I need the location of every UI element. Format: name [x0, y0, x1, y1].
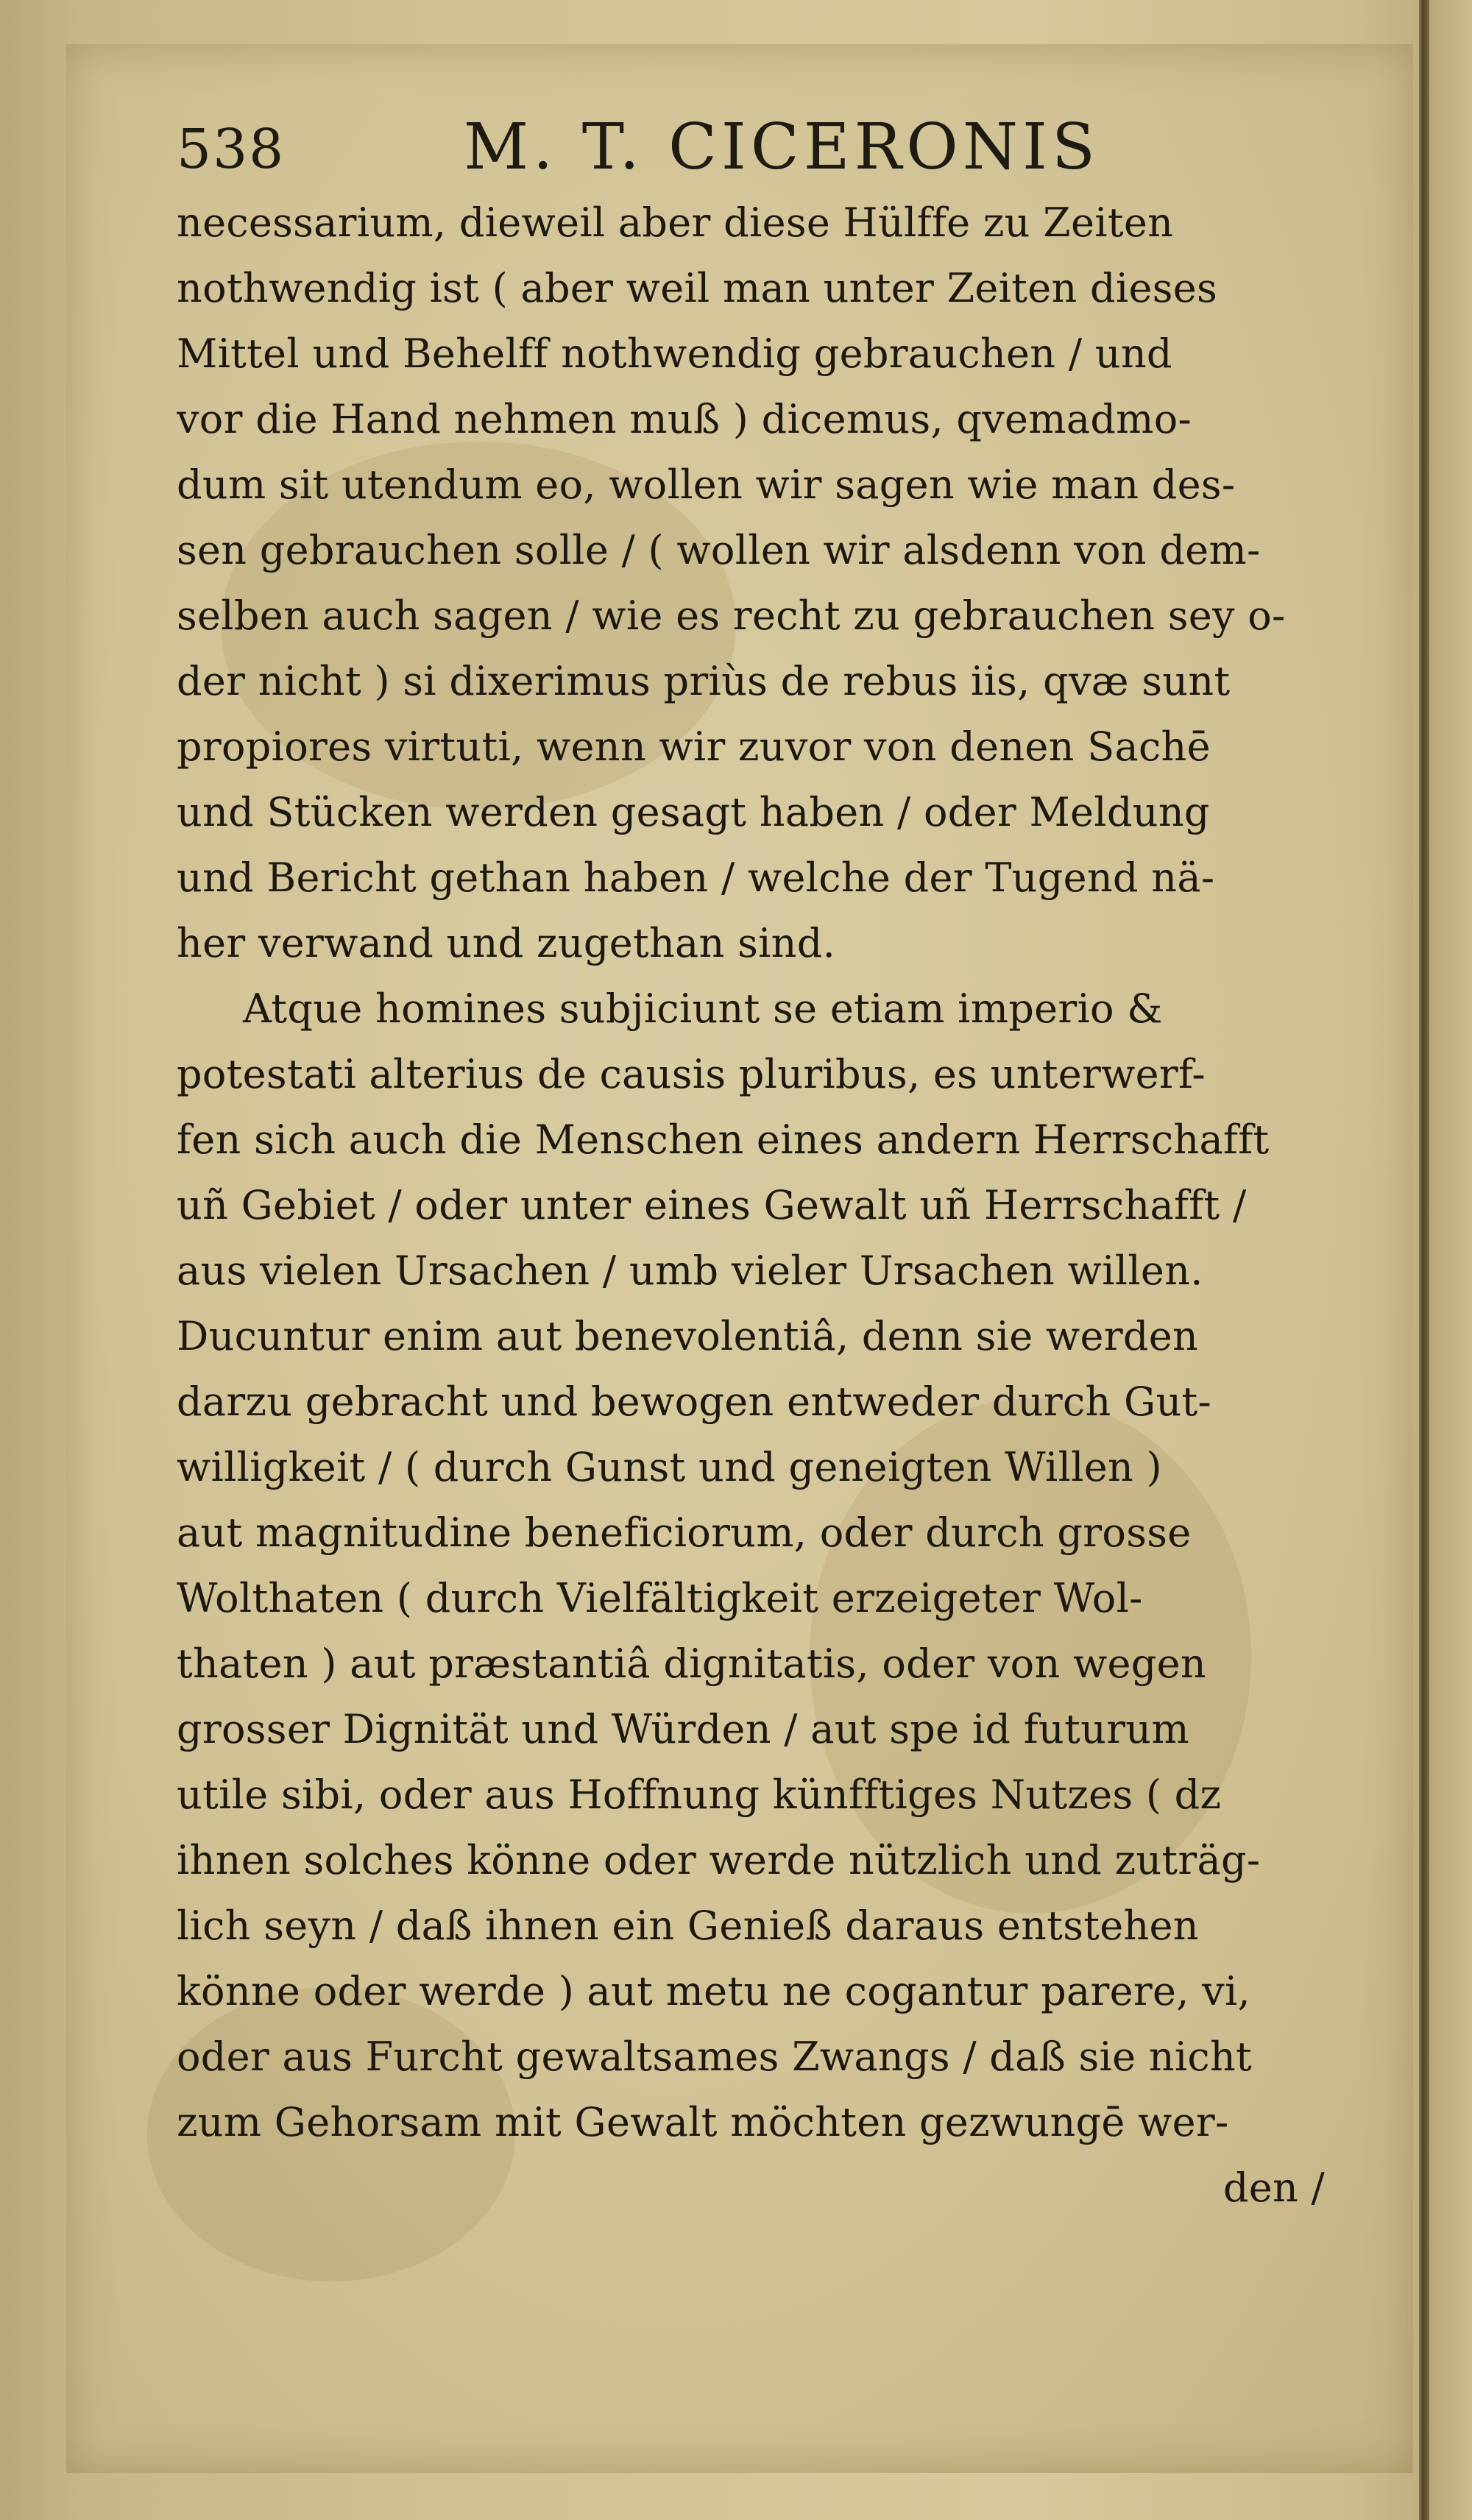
running-title: M. T. CICERONIS — [464, 110, 1100, 184]
text-line: lich seyn / daß ihnen ein Genieß daraus entstehen — [177, 1903, 1199, 1949]
text-line: aut magnitudine beneficiorum, oder durch grosse — [177, 1509, 1192, 1556]
text-line: aus vielen Ursachen / umb vieler Ursachen willen. — [177, 1247, 1203, 1294]
text-line: darzu gebracht und bewogen entweder durch Gut- — [177, 1378, 1212, 1425]
text-line: necessarium, dieweil aber diese Hülffe zu Zeiten — [177, 199, 1174, 246]
catchword: den / — [1222, 2165, 1325, 2211]
text-line: propiores virtuti, wenn wir zuvor von denen Sachē — [177, 723, 1211, 770]
page-number: 538 — [177, 118, 286, 181]
facing-page-edge — [1429, 0, 1472, 2520]
text-line: grosser Dignität und Würden / aut spe id futurum — [177, 1706, 1189, 1752]
book-binding-gutter — [1419, 0, 1429, 2520]
text-line: her verwand und zugethan sind. — [177, 920, 836, 966]
text-line: und Bericht gethan haben / welche der Tugend nä- — [177, 854, 1215, 901]
text-line: selben auch sagen / wie es recht zu gebrauchen sey o- — [177, 592, 1286, 639]
text-line: Ducuntur enim aut benevolentiâ, denn sie werden — [177, 1313, 1199, 1359]
page-header — [177, 110, 1281, 191]
text-line: der nicht ) si dixerimus priùs de rebus iis, qvæ sunt — [177, 658, 1231, 704]
text-line: vor die Hand nehmen muß ) dicemus, qvemadmo- — [177, 396, 1192, 442]
text-line: willigkeit / ( durch Gunst und geneigten Willen ) — [177, 1444, 1162, 1490]
text-line: thaten ) aut præstantiâ dignitatis, oder von wegen — [177, 1641, 1207, 1687]
text-line: könne oder werde ) aut metu ne cogantur parere, vi, — [177, 1968, 1251, 2014]
text-line: zum Gehorsam mit Gewalt möchten gezwungē wer- — [177, 2099, 1229, 2145]
text-line: Wolthaten ( durch Vielfältigkeit erzeigeter Wol- — [177, 1575, 1143, 1621]
text-line: oder aus Furcht gewaltsames Zwangs / daß sie nicht — [177, 2034, 1253, 2080]
text-line: utile sibi, oder aus Hoffnung künfftiges Nutzes ( dz — [177, 1772, 1222, 1818]
text-line: uñ Gebiet / oder unter eines Gewalt uñ Herrschafft / — [177, 1182, 1247, 1228]
text-line: ihnen solches könne oder werde nützlich und zuträg- — [177, 1837, 1261, 1883]
text-line: dum sit utendum eo, wollen wir sagen wie man des- — [177, 461, 1236, 508]
text-line: und Stücken werden gesagt haben / oder Meldung — [177, 789, 1210, 835]
text-line: sen gebrauchen solle / ( wollen wir alsdenn von dem- — [177, 527, 1261, 573]
text-line: nothwendig ist ( aber weil man unter Zeiten dieses — [177, 265, 1218, 311]
paragraph-start-line: Atque homines subjiciunt se etiam imperio & — [243, 985, 1163, 1032]
text-line: fen sich auch die Menschen eines andern Herrschafft — [177, 1116, 1270, 1163]
text-line: potestati alterius de causis pluribus, es unterwerf- — [177, 1051, 1206, 1097]
body-text — [177, 190, 1354, 2220]
text-line: Mittel und Behelff nothwendig gebrauchen / und — [177, 330, 1172, 377]
